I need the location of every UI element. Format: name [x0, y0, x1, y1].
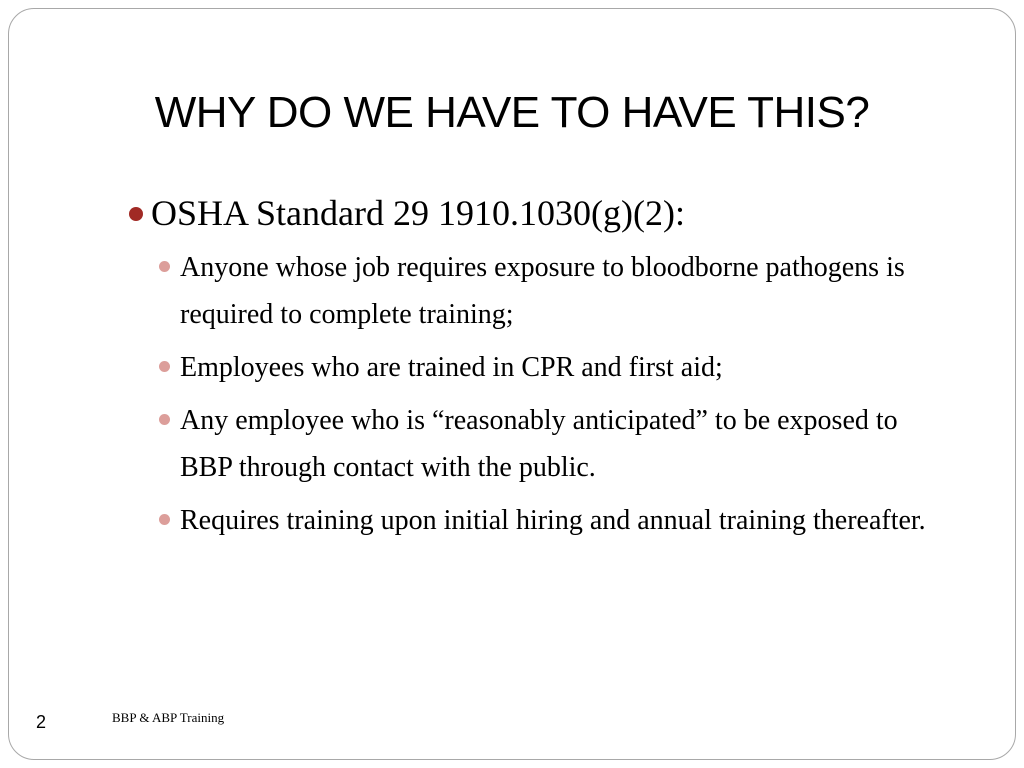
primary-bullet-icon	[129, 207, 143, 221]
sub-bullet-item	[157, 344, 927, 391]
slide-content	[127, 190, 927, 550]
sub-bullet-text: Requires training upon initial hiring and annual training thereafter.	[180, 505, 926, 536]
sub-bullet-item	[157, 397, 927, 491]
sub-bullet-item	[157, 497, 927, 544]
secondary-bullet-icon	[159, 261, 170, 272]
secondary-bullet-icon	[159, 414, 170, 425]
secondary-bullet-icon	[159, 361, 170, 372]
sub-bullet-item	[157, 244, 927, 338]
slide-title: WHY DO WE HAVE TO HAVE THIS?	[154, 88, 870, 137]
sub-bullet-list	[127, 244, 927, 544]
main-bullet-point	[127, 190, 927, 236]
sub-bullet-text: Employees who are trained in CPR and first aid;	[180, 352, 723, 383]
sub-bullet-text: Anyone whose job requires exposure to bloodborne pathogens is required to complete training;	[180, 252, 905, 330]
footer-text: BBP & ABP Training	[112, 710, 225, 725]
secondary-bullet-icon	[159, 514, 170, 525]
sub-bullet-text: Any employee who is “reasonably anticipated” to be exposed to BBP through contact with the public.	[180, 405, 898, 483]
slide-number: 2	[36, 712, 47, 732]
main-bullet-text: OSHA Standard 29 1910.1030(g)(2):	[151, 193, 685, 233]
